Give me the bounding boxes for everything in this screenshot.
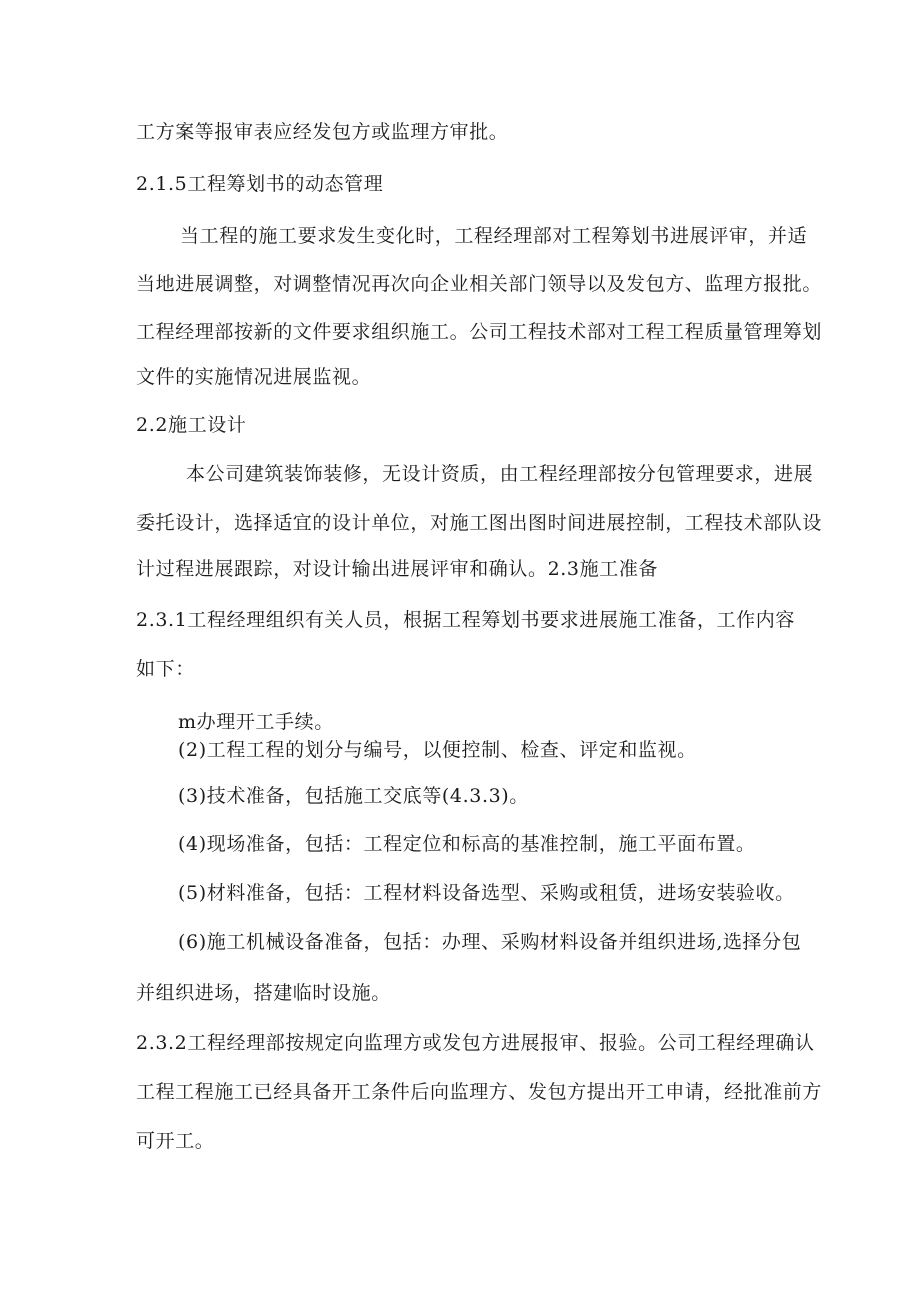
text-line: 如下： (136, 658, 195, 680)
list-item: (5)材料准备，包括：工程材料设备选型、采购或租赁，进场安装验收。 (178, 882, 795, 904)
section-heading: 2.1.5工程筹划书的动态管理 (136, 173, 384, 195)
text-line: 工程经理部按新的文件要求组织施工。公司工程技术部对工程工程质量管理筹划 (136, 321, 823, 343)
text-line: 工程工程施工已经具备开工条件后向监理方、发包方提出开工申请，经批准前方 (136, 1081, 823, 1103)
text-line: 文件的实施情况进展监视。 (136, 366, 372, 388)
text-line: 并组织进场，搭建临时设施。 (136, 982, 391, 1004)
section-heading: 2.3.1工程经理组织有关人员，根据工程筹划书要求进展施工准备，工作内容 (136, 609, 795, 631)
list-item: m办理开工手续。 (178, 711, 334, 733)
section-heading: 2.3.2工程经理部按规定向监理方或发包方进展报审、报验。公司工程经理确认 (136, 1032, 815, 1054)
list-item: (3)技术准备，包括施工交底等(4.3.3)。 (178, 785, 529, 807)
text-line: 当工程的施工要求发生变化时，工程经理部对工程筹划书进展评审，并适 (180, 225, 808, 247)
text-line: 当地进展调整，对调整情况再次向企业相关部门领导以及发包方、监理方报批。 (136, 273, 823, 295)
text-line: 本公司建筑装饰装修，无设计资质，由工程经理部按分包管理要求，进展 (186, 463, 814, 485)
list-item: (4)现场准备，包括：工程定位和标高的基准控制，施工平面布置。 (178, 833, 756, 855)
text-line: 委托设计，选择适宜的设计单位，对施工图出图时间进展控制，工程技术部队设 (136, 512, 823, 534)
list-item: (2)工程工程的划分与编号，以便控制、检查、评定和监视。 (178, 739, 697, 761)
list-item: (6)施工机械设备准备，包括：办理、采购材料设备并组织进场,选择分包 (178, 931, 802, 953)
text-line: 计过程进展跟踪，对设计输出进展评审和确认。2.3施工准备 (136, 558, 659, 580)
section-heading: 2.2施工设计 (136, 414, 247, 436)
text-line: 工方案等报审表应经发包方或监理方审批。 (136, 121, 509, 143)
text-line: 可开工。 (136, 1130, 215, 1152)
